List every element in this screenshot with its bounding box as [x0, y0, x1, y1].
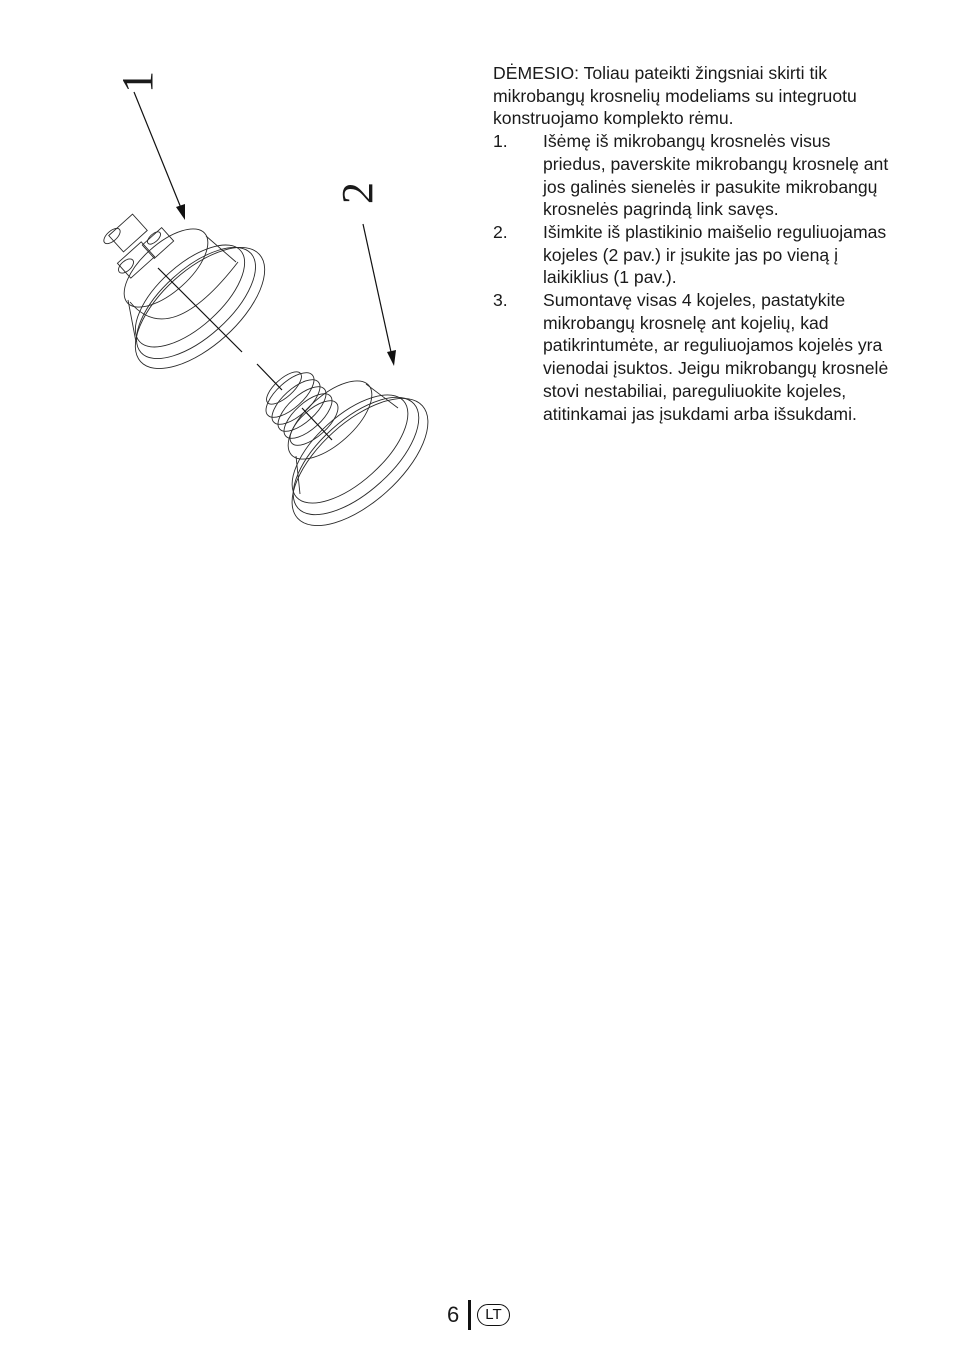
instruction-step-1 [493, 130, 893, 221]
step-text: Sumontavę visas 4 kojeles, pastatykite mikrobangų krosnelę ant kojelių, kad patikrintumėte, ar reguliuojamos kojelės yra vienodai įsuktos. Jeigu mikrobangų krosnelė stovi nestabiliai, pareguliuokite kojeles, atitinkamai jas įsukdami arba išsukdami. [543, 290, 889, 424]
attention-note: DĖMESIO: Toliau pateikti žingsniai skirti tik mikrobangų krosnelių modeliams su integruotu konstruojamo komplekto rėmu. [493, 63, 857, 129]
holder-part-1 [101, 214, 285, 390]
step-number: 3. [493, 290, 508, 311]
instruction-steps [493, 130, 893, 425]
leader-arrow-1 [134, 92, 185, 220]
instruction-step-2 [493, 221, 893, 289]
instructions-section [493, 62, 893, 425]
footer-divider [468, 1300, 471, 1330]
foot-assembly-diagram [0, 0, 480, 560]
step-text: Išėmę iš mikrobangų krosnelės visus priedus, paverskite mikrobangų krosnelę ant jos galinės sienelės ir pasukite mikrobangų krosnelės pagrindą link savęs. [543, 131, 889, 220]
instruction-step-3 [493, 289, 893, 425]
adjustable-foot-part-2 [259, 365, 449, 548]
callout-number-2: 2 [333, 182, 382, 204]
step-number: 2. [493, 221, 508, 242]
centre-axis [158, 268, 332, 440]
language-badge: LT [477, 1304, 509, 1326]
page-footer [447, 1299, 510, 1331]
step-text: Išimkite iš plastikinio maišelio reguliuojamas kojeles (2 pav.) ir įsukite jas po vieną į laikiklius (1 pav.). [543, 221, 887, 288]
step-number: 1. [493, 131, 508, 152]
page-number: 6 [447, 1302, 460, 1327]
callout-number-1: 1 [113, 71, 162, 93]
leader-arrow-2 [363, 224, 396, 366]
